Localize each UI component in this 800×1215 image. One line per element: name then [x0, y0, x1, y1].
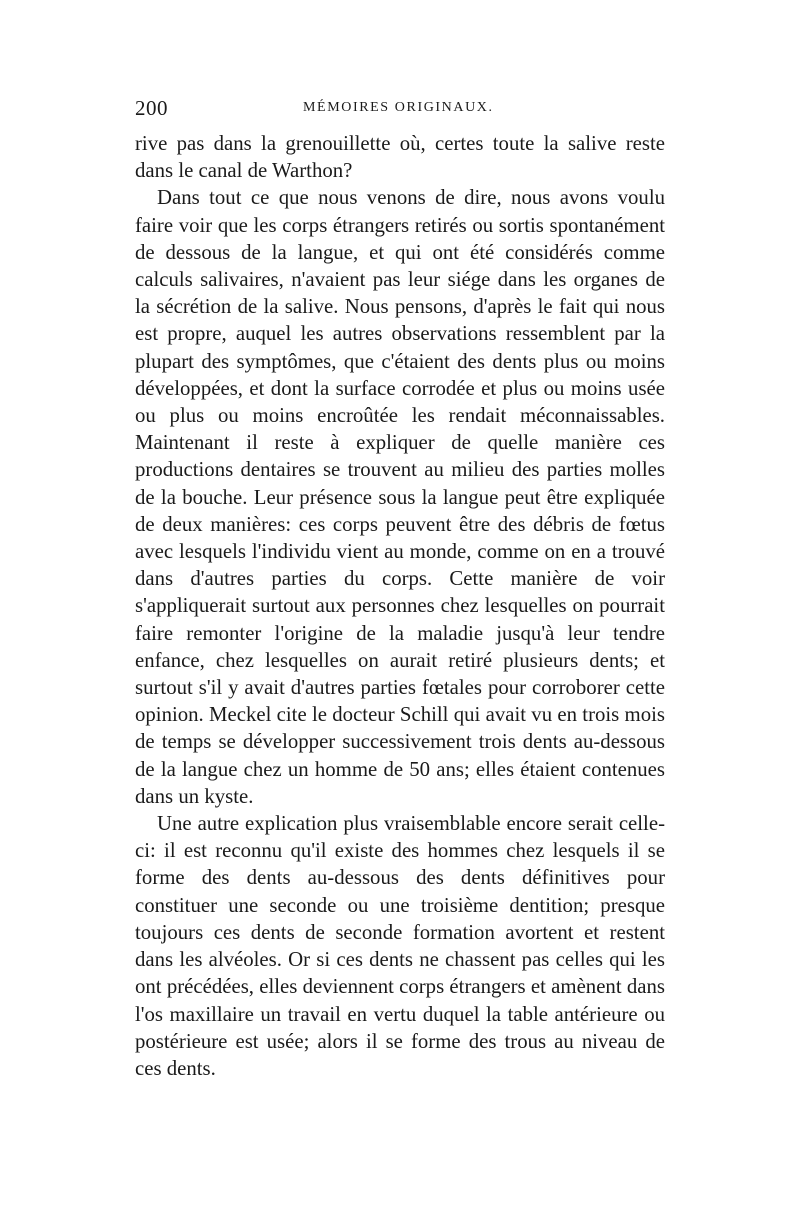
running-title: MÉMOIRES ORIGINAUX. — [303, 100, 494, 115]
running-head — [135, 96, 665, 126]
body-text — [135, 130, 665, 1082]
paragraph: Dans tout ce que nous venons de dire, nous avons voulu faire voir que les corps étrangers retirés ou sortis spontanément de dessous de la langue, et qui ont été considérés comme calculs salivaires, n'avaient pas leur siége dans les organes de la sécrétion de la salive. Nous pensons, d'après le fait qui nous est propre, auquel les autres observations ressemblent par la plupart des symptômes, que c'étaient des dents plus ou moins développées, et dont la surface corrodée et plus ou moins usée ou plus ou moins encroûtée les rendait méconnaissables. Maintenant il reste à expliquer de quelle manière ces productions dentaires se trouvent au milieu des parties molles de la bouche. Leur présence sous la langue peut être expliquée de deux manières: ces corps peuvent être des débris de fœtus avec lesquels l'individu vient au monde, comme on en a trouvé dans d'autres parties du corps. Cette manière de voir s'appliquerait surtout aux personnes chez lesquelles on pourrait faire remonter l'origine de la maladie jusqu'à leur tendre enfance, chez lesquelles on aurait retiré plusieurs dents; et surtout s'il y avait d'autres parties fœtales pour corroborer cette opinion. Meckel cite le docteur Schill qui avait vu en trois mois de temps se développer successivement trois dents au-dessous de la langue chez un homme de 50 ans; elles étaient contenues dans un kyste. — [135, 186, 665, 808]
paragraph: Une autre explication plus vraisemblable encore serait celle-ci: il est reconnu qu'il existe des hommes chez lesquels il se forme des dents au-dessous des dents définitives pour constituer une seconde ou une troisième dentition; presque toujours ces dents de seconde formation avortent et restent dans les alvéoles. Or si ces dents ne chassent pas celles qui les ont précédées, elles deviennent corps étrangers et amènent dans l'os maxillaire un travail en vertu duquel la table antérieure ou postérieure est usée; alors il se forme des trous au niveau de ces dents. — [135, 812, 665, 1080]
page-number: 200 — [135, 96, 168, 120]
paragraph-continuation: rive pas dans la grenouillette où, certes toute la salive reste dans le canal de Warthon? — [135, 132, 665, 183]
